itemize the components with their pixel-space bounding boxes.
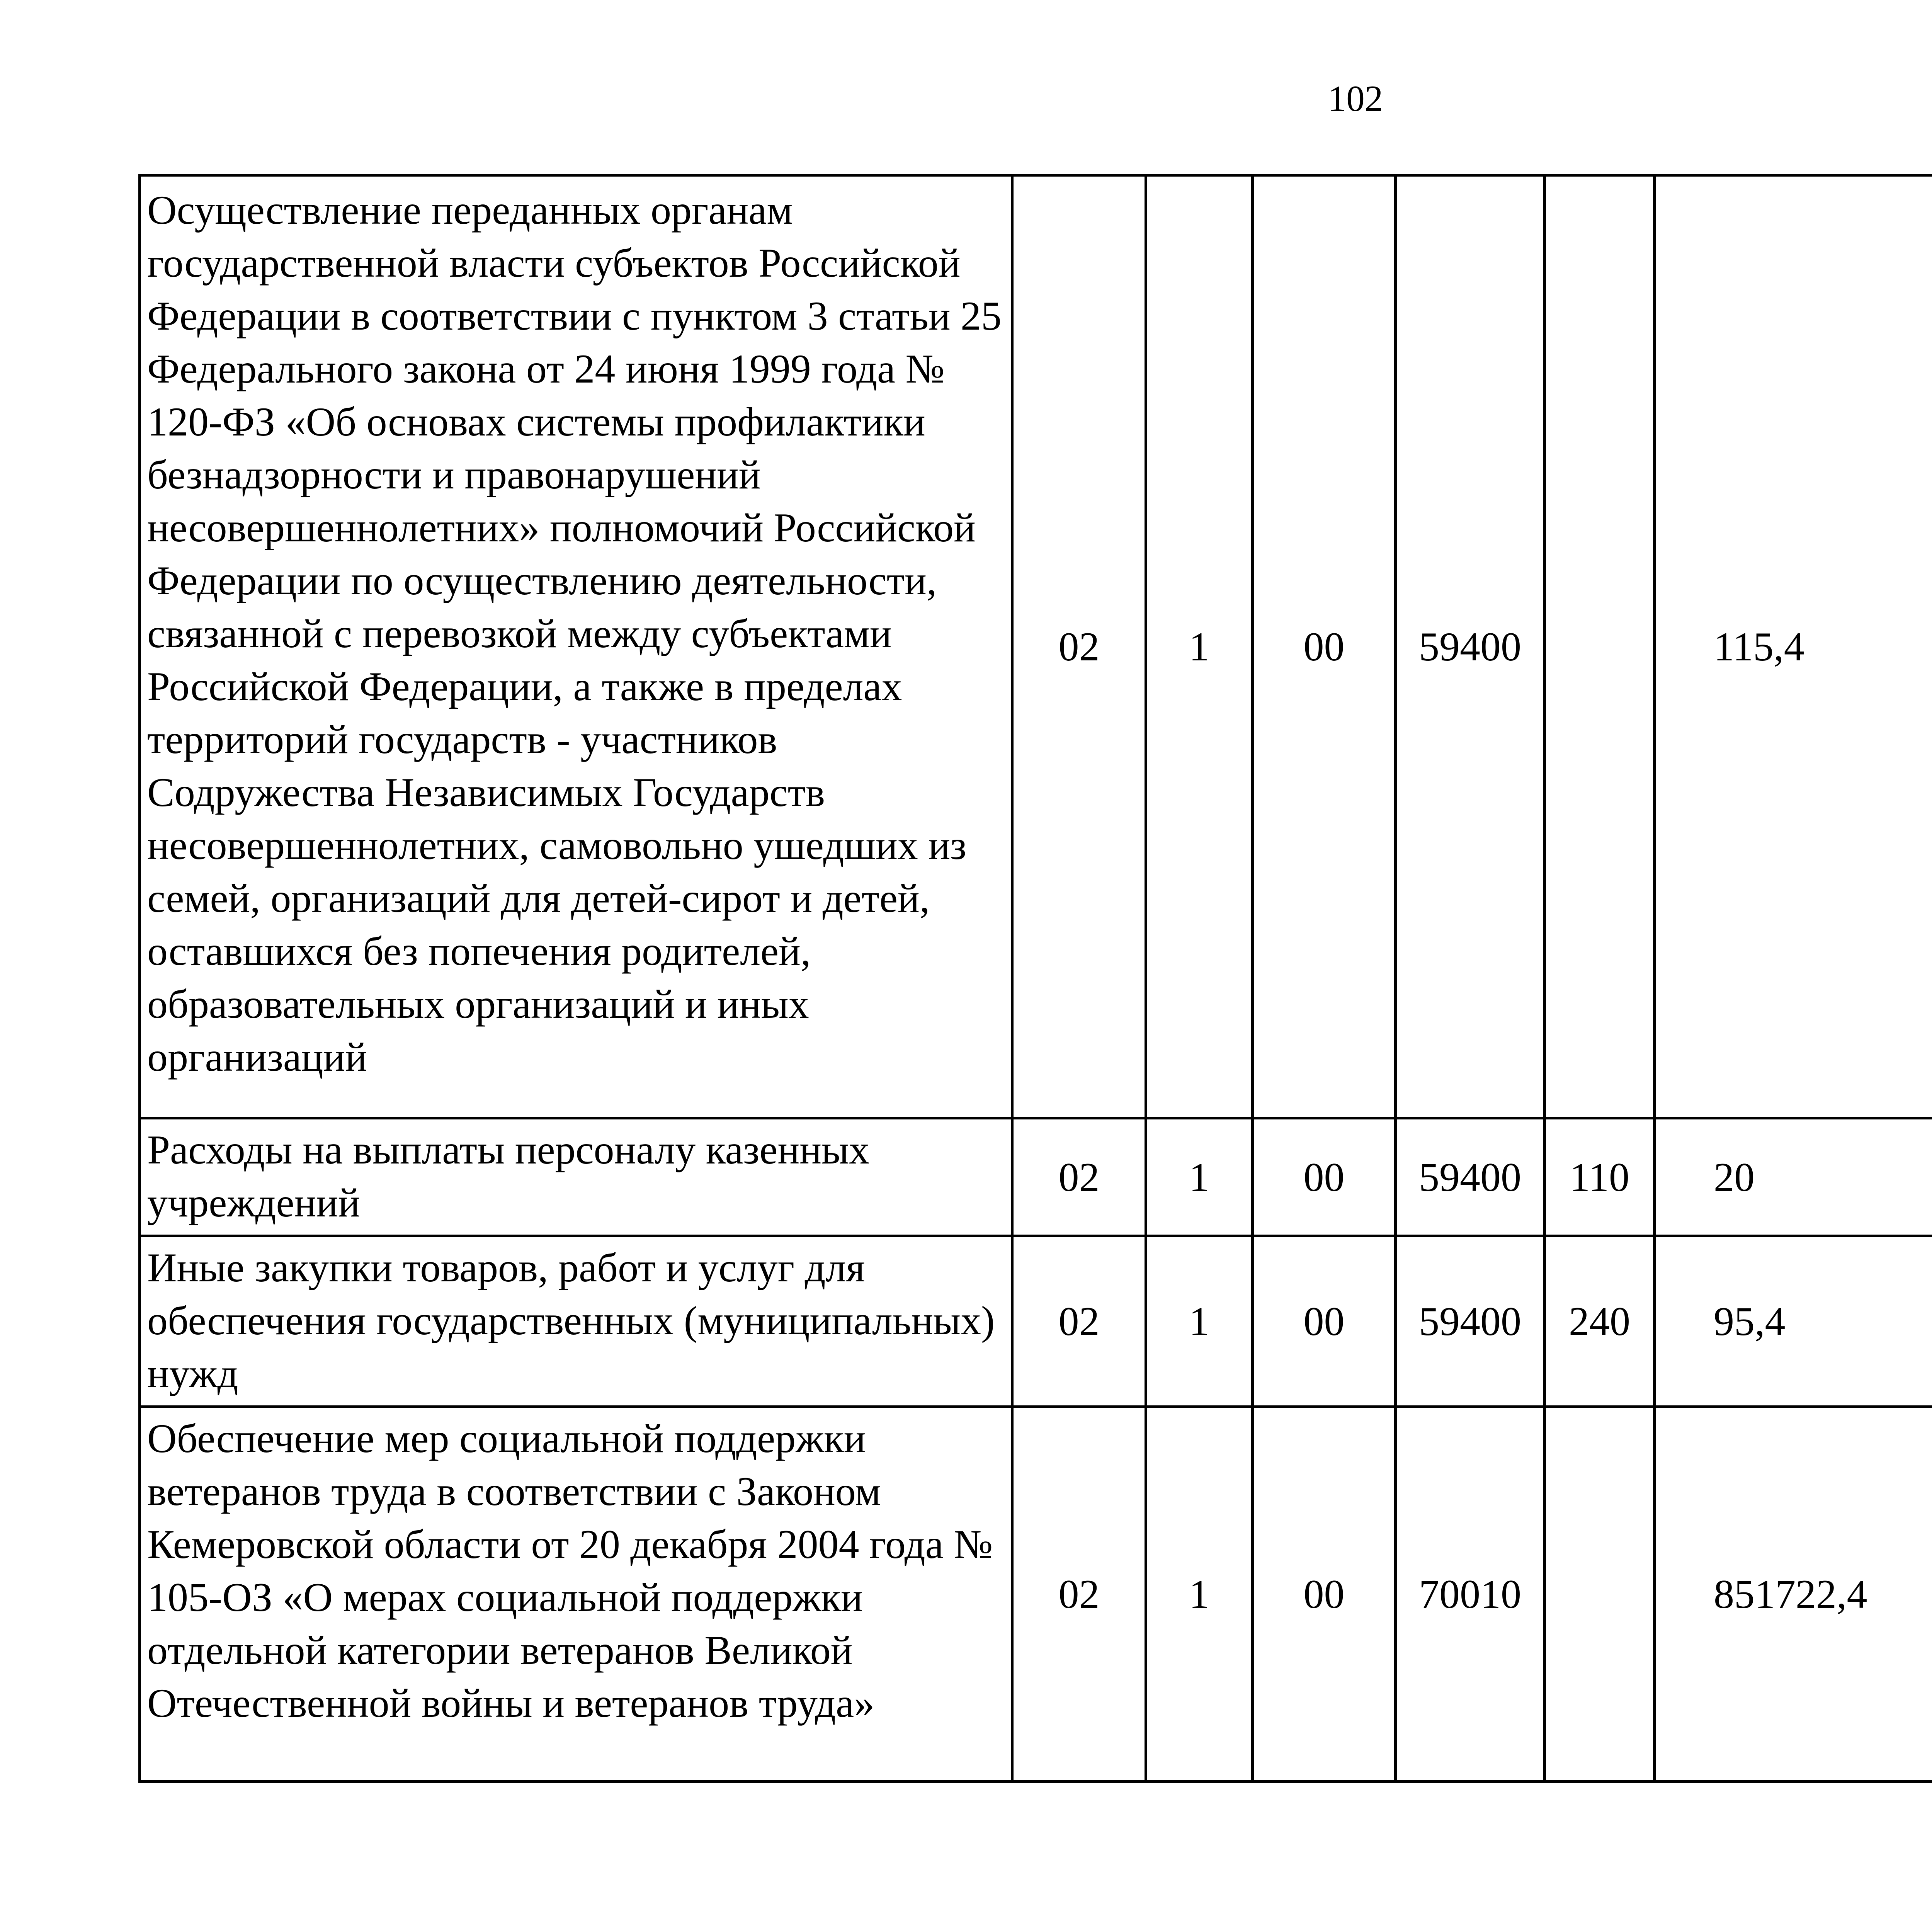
code-cell-2: 1	[1146, 1407, 1253, 1782]
code-cell-4: 59400	[1396, 1118, 1545, 1236]
expense-name-cell: Обеспечение мер социальной поддержки ветеранов труда в соответствии с Законом Кемеровской области от 20 декабря 2004 года № 105-ОЗ «О мерах социальной поддержки отдельной категории ветеранов Великой Отечественной войны и ветеранов труда»	[140, 1407, 1012, 1782]
budget-table	[138, 174, 1932, 1783]
code-cell-5: 110	[1545, 1118, 1655, 1236]
code-cell-4: 59400	[1396, 175, 1545, 1118]
code-cell-3: 00	[1253, 175, 1396, 1118]
amount-cell-1: 851722,4	[1655, 1407, 1932, 1782]
code-cell-1: 02	[1012, 1407, 1146, 1782]
code-cell-5: 240	[1545, 1236, 1655, 1407]
code-cell-5	[1545, 1407, 1655, 1782]
code-cell-3: 00	[1253, 1407, 1396, 1782]
expense-name-cell: Иные закупки товаров, работ и услуг для обеспечения государственных (муниципальных) нужд	[140, 1236, 1012, 1407]
expense-name-cell: Осуществление переданных органам государственной власти субъектов Российской Федерации в соответствии с пунктом 3 статьи 25 Федерального закона от 24 июня 1999 года № 120-ФЗ «Об основах системы профилактики безнадзорности и правонарушений несовершеннолетних» полномочий Российской Федерации по осуществлению деятельности, связанной с перевозкой между субъектами Российской Федерации, а также в пределах территорий государств - участников Содружества Независимых Государств несовершеннолетних, самовольно ушедших из семей, организаций для детей-сирот и детей, оставшихся без попечения родителей, образовательных организаций и иных организаций	[140, 175, 1012, 1118]
code-cell-2: 1	[1146, 175, 1253, 1118]
code-cell-4: 59400	[1396, 1236, 1545, 1407]
code-cell-3: 00	[1253, 1118, 1396, 1236]
amount-cell-1: 20	[1655, 1118, 1932, 1236]
table-row	[140, 1118, 1932, 1236]
code-cell-5	[1545, 175, 1655, 1118]
code-cell-1: 02	[1012, 175, 1146, 1118]
code-cell-4: 70010	[1396, 1407, 1545, 1782]
code-cell-2: 1	[1146, 1236, 1253, 1407]
amount-cell-1: 95,4	[1655, 1236, 1932, 1407]
expense-name-cell: Расходы на выплаты персоналу казенных учреждений	[140, 1118, 1012, 1236]
code-cell-2: 1	[1146, 1118, 1253, 1236]
code-cell-1: 02	[1012, 1118, 1146, 1236]
amount-cell-1: 115,4	[1655, 175, 1932, 1118]
page-number: 102	[1328, 78, 1383, 119]
table-row	[140, 1236, 1932, 1407]
table-row	[140, 1407, 1932, 1782]
code-cell-1: 02	[1012, 1236, 1146, 1407]
table-row	[140, 175, 1932, 1118]
code-cell-3: 00	[1253, 1236, 1396, 1407]
